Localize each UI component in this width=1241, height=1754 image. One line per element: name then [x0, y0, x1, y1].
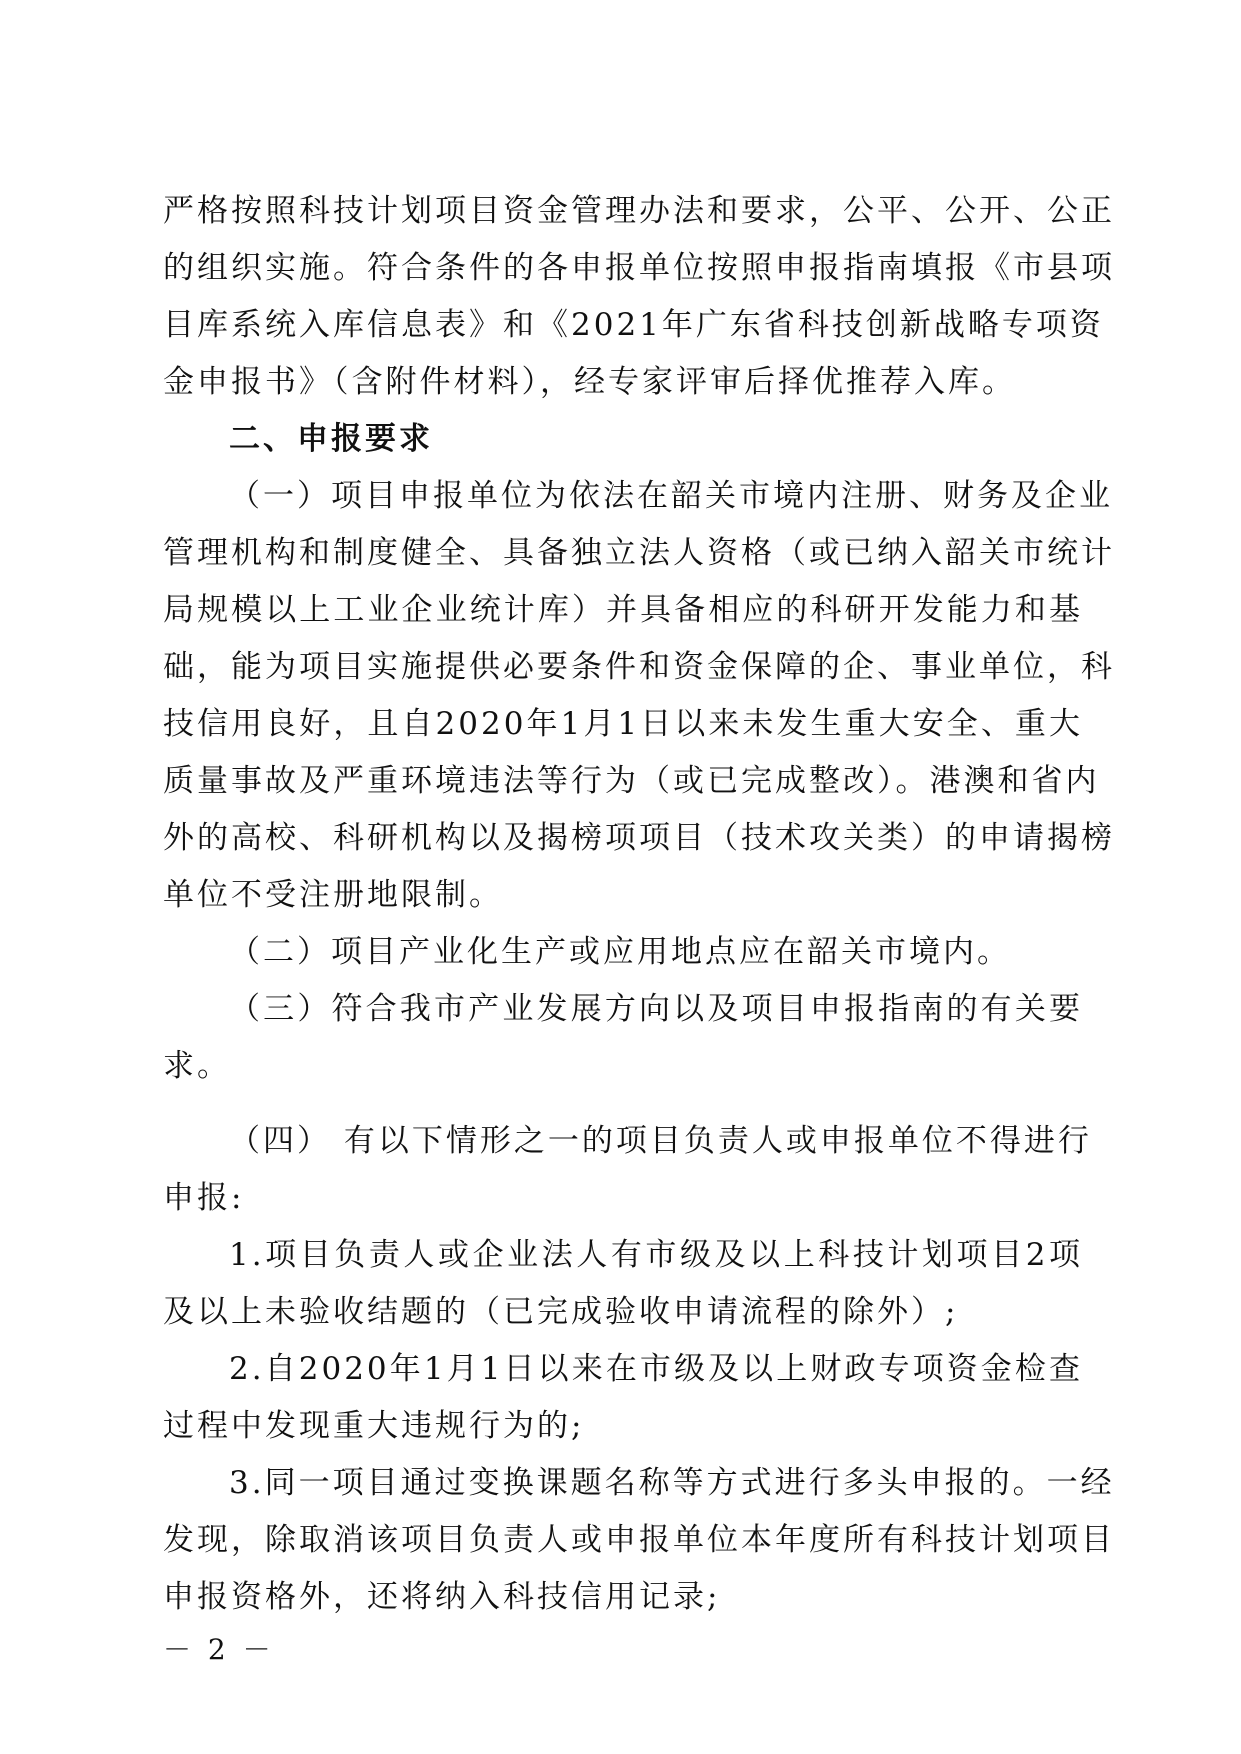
text-line: 严格按照科技计划项目资金管理办法和要求，公平、公开、公正 [163, 193, 1115, 229]
list-item-3 [163, 1455, 1115, 1626]
paragraph-requirement-1 [163, 468, 1115, 924]
text-line: 及以上未验收结题的（已完成验收申请流程的除外）; [163, 1294, 959, 1330]
text-line: 求。 [163, 1048, 231, 1084]
spacer [163, 1095, 1083, 1113]
list-item-1 [163, 1227, 1083, 1341]
text-line: 质量事故及严重环境违法等行为（或已完成整改）。港澳和省内 [163, 763, 1100, 799]
paragraph-requirement-4 [163, 1113, 1092, 1227]
text-line: 金申报书》（含附件材料），经专家评审后择优推荐入库。 [163, 364, 1016, 400]
text-line: （二）项目产业化生产或应用地点应在韶关市境内。 [229, 934, 1011, 970]
document-body [163, 183, 1115, 1626]
text-line: 申报资格外，还将纳入科技信用记录; [163, 1579, 721, 1615]
text-line: （四） 有以下情形之一的项目负责人或申报单位不得进行 [229, 1123, 1092, 1159]
text-line: 管理机构和制度健全、具备独立法人资格（或已纳入韶关市统计 [163, 535, 1115, 571]
paragraph-requirement-2 [163, 924, 1083, 981]
text-line: 局规模以上工业企业统计库）并具备相应的科研开发能力和基 [163, 592, 1083, 628]
text-line: 础，能为项目实施提供必要条件和资金保障的企、事业单位，科 [163, 649, 1115, 685]
text-line: （一）项目申报单位为依法在韶关市境内注册、财务及企业 [229, 478, 1113, 514]
text-line: 申报: [163, 1180, 245, 1216]
page-number: － 2 － [163, 1633, 275, 1666]
text-line: （三）符合我市产业发展方向以及项目申报指南的有关要 [229, 991, 1083, 1027]
text-line: 发现，除取消该项目负责人或申报单位本年度所有科技计划项目 [163, 1522, 1115, 1558]
paragraph-intro [163, 183, 1115, 411]
text-line: 目库系统入库信息表》和《2021年广东省科技创新战略专项资 [163, 307, 1104, 343]
text-line: 2.自2020年1月1日以来在市级及以上财政专项资金检查 [229, 1351, 1083, 1387]
text-line: 过程中发现重大违规行为的; [163, 1408, 585, 1444]
paragraph-requirement-3 [163, 981, 1083, 1095]
text-line: 3.同一项目通过变换课题名称等方式进行多头申报的。一经 [229, 1465, 1115, 1501]
text-line: 技信用良好，且自2020年1月1日以来未发生重大安全、重大 [163, 706, 1083, 742]
text-line: 外的高校、科研机构以及揭榜项项目（技术攻关类）的申请揭榜 [163, 820, 1115, 856]
text-line: 1.项目负责人或企业法人有市级及以上科技计划项目2项 [229, 1237, 1083, 1273]
section-heading: 二、申报要求 [229, 421, 433, 457]
text-line: 的组织实施。符合条件的各申报单位按照申报指南填报《市县项 [163, 250, 1115, 286]
list-item-2 [163, 1341, 1083, 1455]
text-line: 单位不受注册地限制。 [163, 877, 503, 913]
